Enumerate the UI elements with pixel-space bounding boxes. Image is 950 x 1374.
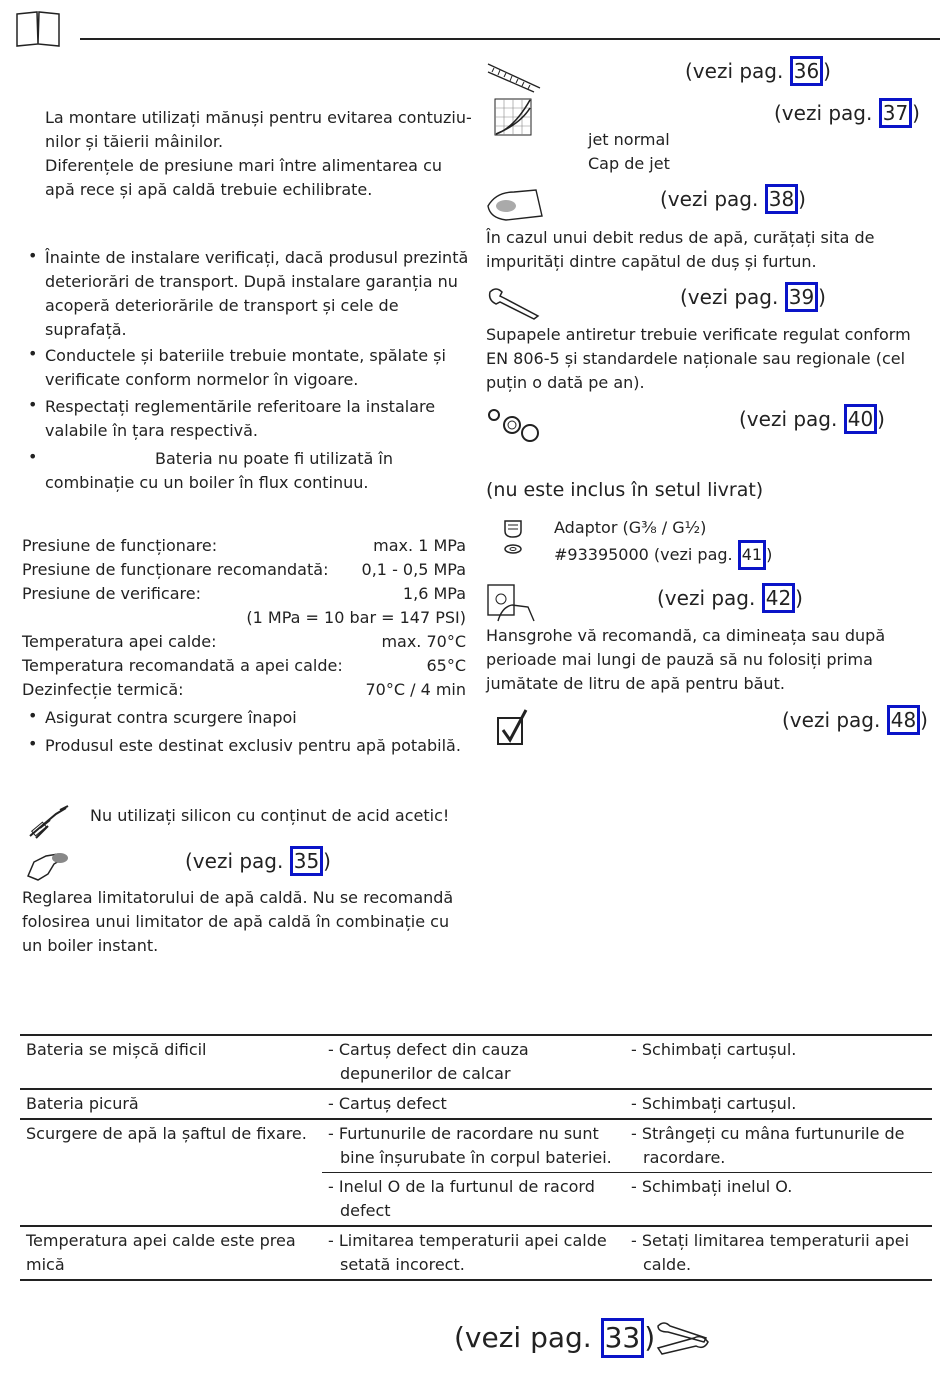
- remedy-cell: - Setați limitarea temperaturii apei calde.: [625, 1226, 932, 1280]
- spec-row: Dezinfecție termică: 70°C / 4 min: [22, 680, 466, 699]
- adapter-code[interactable]: #93395000 (vezi pag. 41 ): [554, 540, 772, 570]
- page-number-box: 33: [601, 1318, 645, 1358]
- hand-tap-icon: [486, 583, 536, 623]
- table-row: [20, 1226, 932, 1280]
- cause-cell: - Cartuș defect din cauza depunerilor de calcar: [322, 1035, 625, 1089]
- silicone-note: Nu utilizați silicon cu conținut de acid acetic!: [90, 806, 450, 825]
- page-number-box: 38: [765, 184, 798, 214]
- page-ref-48[interactable]: (vezi pag. 48 ): [782, 705, 928, 735]
- table-row: [20, 1119, 932, 1173]
- limiter-text: Reglarea limitatorului de apă caldă. Nu se recomandă folosirea unui limitator de apă caldă în combinație cu un boiler instant.: [22, 888, 454, 955]
- page-number-box: 35: [290, 846, 323, 876]
- remedy-cell: - Strângeți cu mâna furtunurile de racordare.: [625, 1119, 932, 1173]
- page-number-box: 39: [785, 282, 818, 312]
- cause-cell: - Inelul O de la furtunul de racord defect: [322, 1173, 625, 1227]
- table-row: [20, 1089, 932, 1119]
- page-ref-38[interactable]: (vezi pag. 38 ): [660, 184, 806, 214]
- spec-row: (1 MPa = 10 bar = 147 PSI): [246, 608, 466, 627]
- spec-row: Temperatura apei calde: max. 70°C: [22, 632, 466, 651]
- hand-clean-icon: [486, 186, 544, 222]
- wrench-icon: [486, 286, 542, 320]
- problem-cell: Scurgere de apă la șaftul de fixare.: [20, 1119, 322, 1226]
- page-ref-37[interactable]: (vezi pag. 37 ): [774, 98, 920, 128]
- remedy-cell: - Schimbați cartușul.: [625, 1089, 932, 1119]
- cause-cell: - Furtunurile de racordare nu sunt bine înșurubate în corpul bateriei.: [322, 1119, 625, 1173]
- adapter-icon: [500, 517, 526, 557]
- cause-cell: - Limitarea temperaturii apei calde setată incorect.: [322, 1226, 625, 1280]
- recommend-text: Hansgrohe vă recomandă, ca dimineața sau după perioade mai lungi de pauză să nu folosiți prima jumătate de litru de apă pentru băut.: [486, 626, 886, 693]
- tools-icon: [654, 1318, 712, 1358]
- valve-text: Supapele antiretur trebuie verificate regulat conform EN 806-5 și standardele naționale sau regionale (cel puțin o dată pe an).: [486, 325, 911, 392]
- problem-cell: Temperatura apei calde este prea mică: [20, 1226, 322, 1280]
- page-number-box: 42: [762, 583, 795, 613]
- jet-head-label: Cap de jet: [588, 154, 670, 173]
- page-ref-36[interactable]: (vezi pag. 36 ): [685, 56, 831, 86]
- spec-row: Presiune de funcționare: max. 1 MPa: [22, 536, 466, 555]
- silicone-gun-icon: [26, 804, 70, 840]
- ruler-icon: [486, 58, 542, 94]
- page-number-box: 41: [738, 540, 766, 570]
- flow-diagram-icon: [494, 98, 532, 136]
- not-included-heading: (nu este inclus în setul livrat): [486, 479, 764, 501]
- page-number-box: 40: [844, 404, 877, 434]
- page-number-box: 48: [887, 705, 920, 735]
- intro-text: La montare utilizați mănuși pentru evitarea contuziu- nilor și tăierii mâinilor. Diferențele de presiune mari între alimentarea cu apă rece și apă caldă trebuie echilibrate.: [45, 108, 472, 199]
- clean-text: În cazul unui debit redus de apă, curățați sita de impurități dintre capătul de duș și furtun.: [486, 228, 875, 271]
- spec-row: Presiune de verificare: 1,6 MPa: [22, 584, 466, 603]
- header-rule: [80, 38, 940, 40]
- jet-normal-label: jet normal: [588, 130, 670, 149]
- page-number-box: 36: [790, 56, 823, 86]
- footer-page-ref[interactable]: (vezi pag. 33 ): [454, 1318, 655, 1358]
- table-row: [20, 1035, 932, 1089]
- remedy-cell: - Schimbați inelul O.: [625, 1173, 932, 1227]
- page-ref-40[interactable]: (vezi pag. 40 ): [739, 404, 885, 434]
- adapter-name: Adaptor (G³⁄₈ / G½): [554, 518, 707, 537]
- book-icon: [15, 10, 61, 48]
- check-valve-parts-icon: [486, 405, 544, 443]
- cause-cell: - Cartuș defect: [322, 1089, 625, 1119]
- checkbox-icon: [496, 708, 530, 746]
- page-ref-35[interactable]: (vezi pag. 35 ): [185, 846, 331, 876]
- page-ref-39[interactable]: (vezi pag. 39 ): [680, 282, 826, 312]
- page-ref-42[interactable]: (vezi pag. 42 ): [657, 583, 803, 613]
- spec-row: Presiune de funcționare recomandată: 0,1 - 0,5 MPa: [22, 560, 466, 579]
- troubleshooting-table: [20, 1034, 932, 1281]
- problem-cell: Bateria picură: [20, 1089, 322, 1119]
- remedy-cell: - Schimbați cartușul.: [625, 1035, 932, 1089]
- spec-row: Temperatura recomandată a apei calde: 65°C: [22, 656, 466, 675]
- problem-cell: Bateria se mișcă dificil: [20, 1035, 322, 1089]
- page-number-box: 37: [879, 98, 912, 128]
- hand-adjust-icon: [24, 846, 70, 882]
